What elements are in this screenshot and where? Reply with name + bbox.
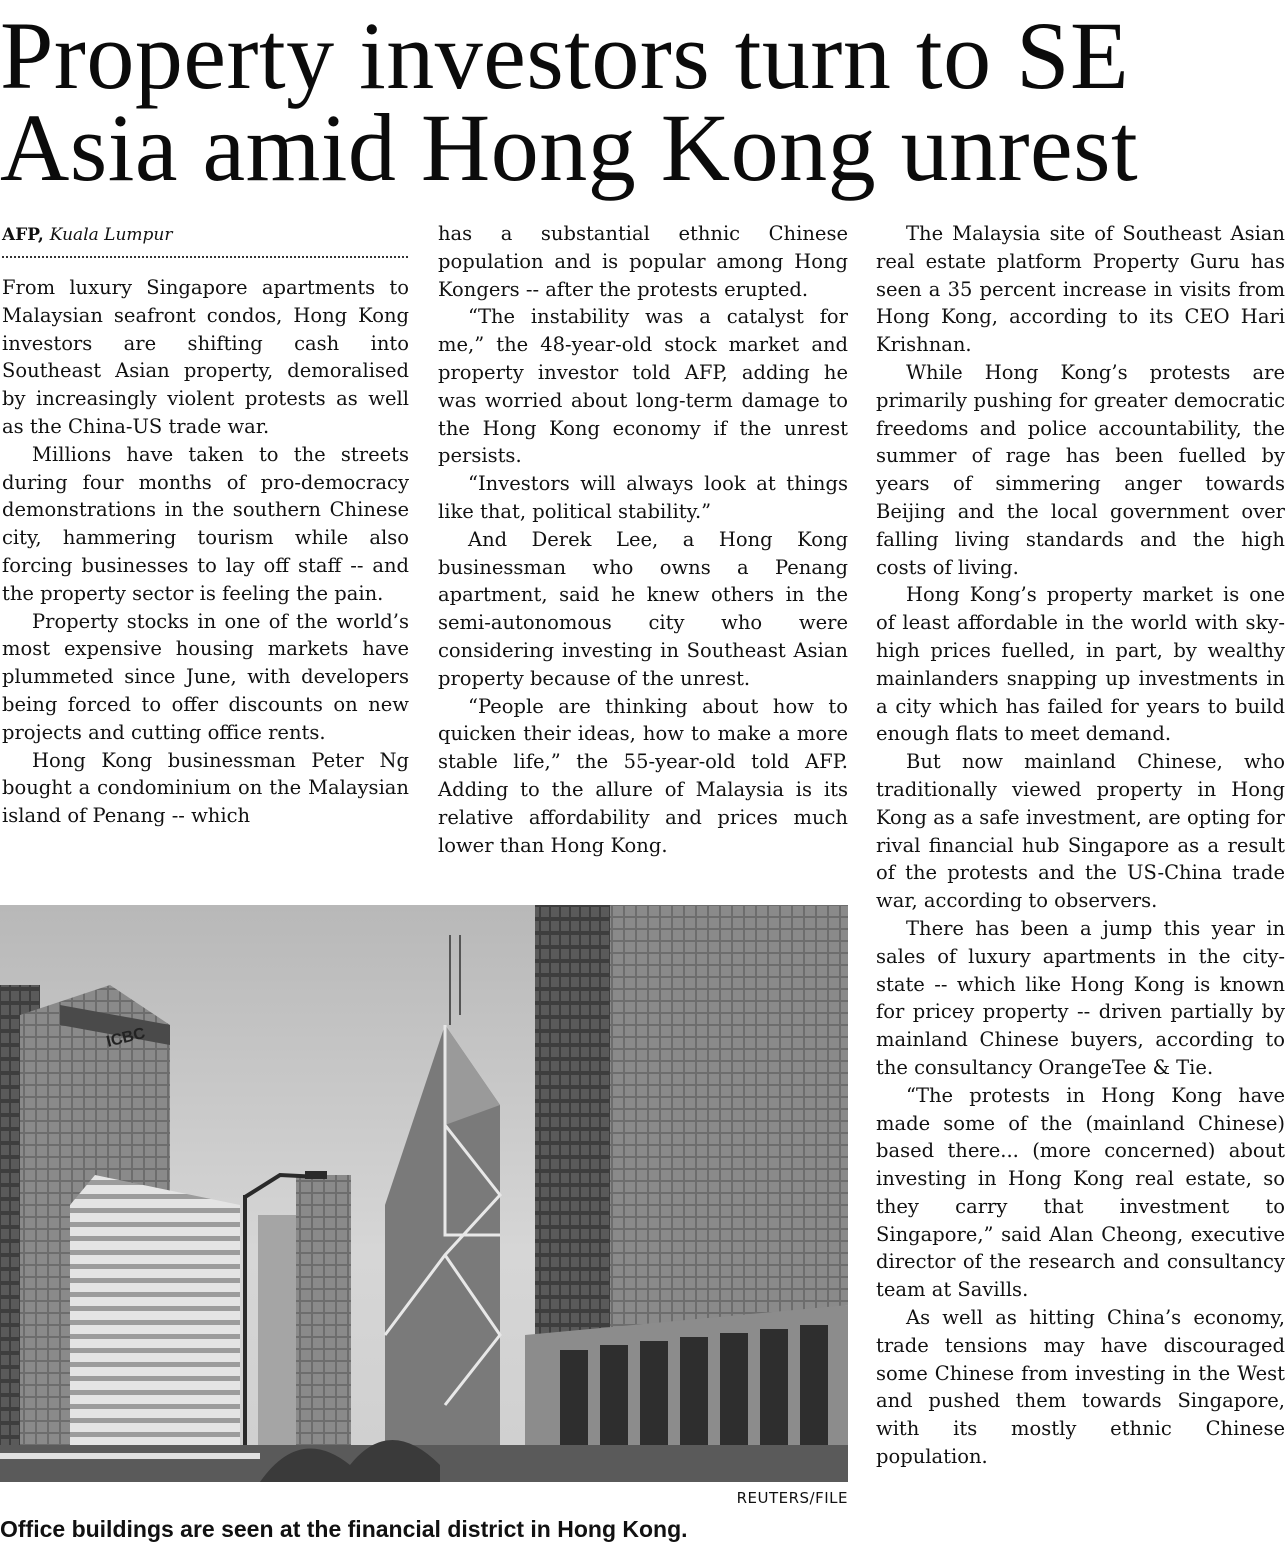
paragraph: While Hong Kong’s protests are primarily pushing for greater democratic freedoms and police accountability, the summer of rage has been fuelled by years of simmering anger towards Beijing and the local government over falling living standards and the high costs of living. xyxy=(876,360,1285,579)
paragraph: “The instability was a catalyst for me,” the 48-year-old stock market and property investor told AFP, adding he was worried about long-term damage to the Hong Kong economy if the unrest persists. xyxy=(438,305,848,468)
byline xyxy=(2,224,172,246)
paragraph: There has been a jump this year in sales of luxury apartments in the city-state -- which like Hong Kong is known for pricey property -- driven partially by mainland Chinese buyers, according to the consultancy OrangeTee & Tie. xyxy=(876,916,1285,1079)
article-column-1 xyxy=(2,274,409,830)
paragraph: “People are thinking about how to quicken their ideas, how to make a more stable life,” the 55-year-old told AFP. Adding to the allure of Malaysia is its relative affordability and prices much lower than Hong Kong. xyxy=(438,694,848,857)
paragraph: The Malaysia site of Southeast Asian real estate platform Property Guru has seen a 35 percent increase in visits from Hong Kong, according to its CEO Hari Krishnan. xyxy=(876,222,1285,357)
headline: Property investors turn to SE Asia amid Hong Kong unrest xyxy=(0,2,1139,201)
photo-credit: REUTERS/FILE xyxy=(736,1489,848,1507)
article-column-3 xyxy=(876,220,1285,1471)
paragraph: “The protests in Hong Kong have made some of the (mainland Chinese) based there... (more concerned) about investing in Hong Kong real estate, so they carry that investment to Singapore,” said Alan Cheong, executive director of the research and consultancy team at Savills. xyxy=(876,1083,1285,1302)
photo-caption: Office buildings are seen at the financial district in Hong Kong. xyxy=(0,1516,688,1542)
paragraph: From luxury Singapore apartments to Malaysian seafront condos, Hong Kong investors are shifting cash into Southeast Asian property, demoralised by increasingly violent protests as well as the China-US trade war. xyxy=(2,276,409,438)
byline-divider xyxy=(2,256,408,258)
financial-district-photo xyxy=(0,905,848,1482)
byline-place: Kuala Lumpur xyxy=(49,225,173,245)
paragraph: As well as hitting China’s economy, trade tensions may have discouraged some Chinese from investing in the West and pushed them towards Singapore, with its mostly ethnic Chinese population. xyxy=(876,1306,1285,1469)
paragraph: Property stocks in one of the world’s most expensive housing markets have plummeted since June, with developers being forced to offer discounts on new projects and cutting office rents. xyxy=(2,609,409,744)
building-sign: ICBC xyxy=(104,1024,147,1051)
byline-agency: AFP, xyxy=(2,225,44,245)
paragraph: And Derek Lee, a Hong Kong businessman who owns a Penang apartment, said he knew others in the semi-autonomous city who were considering investing in Southeast Asian property because of the unrest. xyxy=(438,527,848,690)
paragraph: Millions have taken to the streets during four months of pro-democracy demonstrations in the southern Chinese city, hammering tourism while also forcing businesses to lay off staff -- and the property sector is feeling the pain. xyxy=(2,442,409,605)
news-photo xyxy=(0,905,848,1482)
paragraph: Hong Kong’s property market is one of least affordable in the world with sky-high prices fuelled, in part, by wealthy mainlanders snapping up investments in a city which has failed for years to build enough flats to meet demand. xyxy=(876,583,1285,746)
paragraph: “Investors will always look at things like that, political stability.” xyxy=(438,472,848,523)
paragraph: has a substantial ethnic Chinese population and is popular among Hong Kongers -- after the protests erupted. xyxy=(438,222,848,301)
article-column-2 xyxy=(438,220,848,859)
paragraph: But now mainland Chinese, who traditionally viewed property in Hong Kong as a safe investment, are opting for rival financial hub Singapore as a result of the protests and the US-China trade war, according to observers. xyxy=(876,750,1285,913)
paragraph: Hong Kong businessman Peter Ng bought a condominium on the Malaysian island of Penang -- which xyxy=(2,748,409,828)
